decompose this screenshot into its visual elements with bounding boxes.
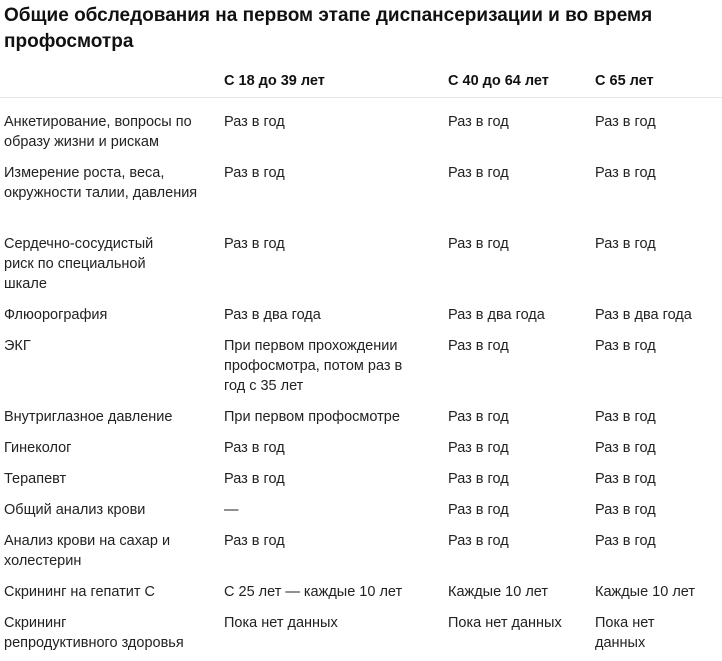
cell-40-64: Раз в два года xyxy=(448,307,545,323)
cell-40-64: Раз в год xyxy=(448,533,509,549)
cell-65: Раз в год xyxy=(595,338,656,354)
cell-40-64: Раз в год xyxy=(448,440,509,456)
row-label: Анализ крови на сахар и холестерин xyxy=(4,533,171,569)
column-header-65: С 65 лет xyxy=(595,73,654,89)
row-label: Терапевт xyxy=(4,471,67,487)
cell-18-39: Раз в два года xyxy=(224,307,321,323)
cell-40-64: Раз в год xyxy=(448,338,509,354)
row-label: Анкетирование, вопросы по образу жизни и рискам xyxy=(4,114,192,150)
column-header-40-64: С 40 до 64 лет xyxy=(448,73,549,89)
row-label: Скрининг на гепатит С xyxy=(4,584,156,600)
page-title: Общие обследования на первом этапе диспансеризации и во время профосмотра xyxy=(4,5,653,52)
cell-65: Раз в год xyxy=(595,409,656,425)
cell-18-39: Раз в год xyxy=(224,114,285,130)
cell-18-39: С 25 лет — каждые 10 лет xyxy=(224,584,403,600)
cell-40-64: Раз в год xyxy=(448,471,509,487)
cell-18-39: Раз в год xyxy=(224,165,285,181)
cell-18-39: При первом профосмотре xyxy=(224,409,400,425)
cell-65: Каждые 10 лет xyxy=(595,584,696,600)
row-label: ЭКГ xyxy=(4,338,31,354)
cell-40-64: Раз в год xyxy=(448,409,509,425)
cell-65: Раз в год xyxy=(595,533,656,549)
cell-65: Раз в год xyxy=(595,114,656,130)
cell-65: Пока нет данных xyxy=(595,615,655,651)
table-row xyxy=(0,500,722,531)
cell-40-64: Раз в год xyxy=(448,236,509,252)
cell-18-39: Раз в год xyxy=(224,471,285,487)
row-label: Сердечно-сосудистый риск по специальной шкале xyxy=(4,236,154,292)
table-row xyxy=(0,407,722,438)
table-header xyxy=(0,68,722,98)
table-row xyxy=(0,234,722,305)
column-header-18-39: С 18 до 39 лет xyxy=(224,73,325,89)
cell-65: Раз в год xyxy=(595,471,656,487)
table-row xyxy=(0,613,722,657)
table-row xyxy=(0,112,722,163)
table-row xyxy=(0,336,722,407)
cell-65: Раз в год xyxy=(595,502,656,518)
cell-65: Раз в год xyxy=(595,440,656,456)
row-label: Гинеколог xyxy=(4,440,72,456)
table-row xyxy=(0,305,722,336)
cell-65: Раз в год xyxy=(595,165,656,181)
cell-40-64: Пока нет данных xyxy=(448,615,562,631)
row-label-text: Скрининг репродуктивного здоровья xyxy=(4,615,184,651)
table-row xyxy=(0,469,722,500)
cell-18-39: Раз в год xyxy=(224,440,285,456)
cell-40-64: Раз в год xyxy=(448,165,509,181)
table-row xyxy=(0,531,722,582)
cell-65: Раз в два года xyxy=(595,307,692,323)
cell-18-39: — xyxy=(224,502,239,518)
row-label: Общий анализ крови xyxy=(4,502,146,518)
cell-18-39: Пока нет данных xyxy=(224,615,338,631)
row-label xyxy=(4,613,214,653)
table-row xyxy=(0,582,722,613)
cell-18-39: Раз в год xyxy=(224,533,285,549)
row-label: Внутриглазное давление xyxy=(4,409,173,425)
cell-18-39: При первом прохождении профосмотра, потом раз в год с 35 лет xyxy=(224,338,403,394)
cell-40-64: Каждые 10 лет xyxy=(448,584,549,600)
cell-65: Раз в год xyxy=(595,236,656,252)
screening-table xyxy=(0,68,722,657)
cell-40-64: Раз в год xyxy=(448,502,509,518)
cell-18-39: Раз в год xyxy=(224,236,285,252)
table-row xyxy=(0,163,722,234)
row-label: Флюорография xyxy=(4,307,108,323)
table-row xyxy=(0,438,722,469)
cell-40-64: Раз в год xyxy=(448,114,509,130)
row-label: Измерение роста, веса, окружности талии, давления xyxy=(4,165,198,201)
